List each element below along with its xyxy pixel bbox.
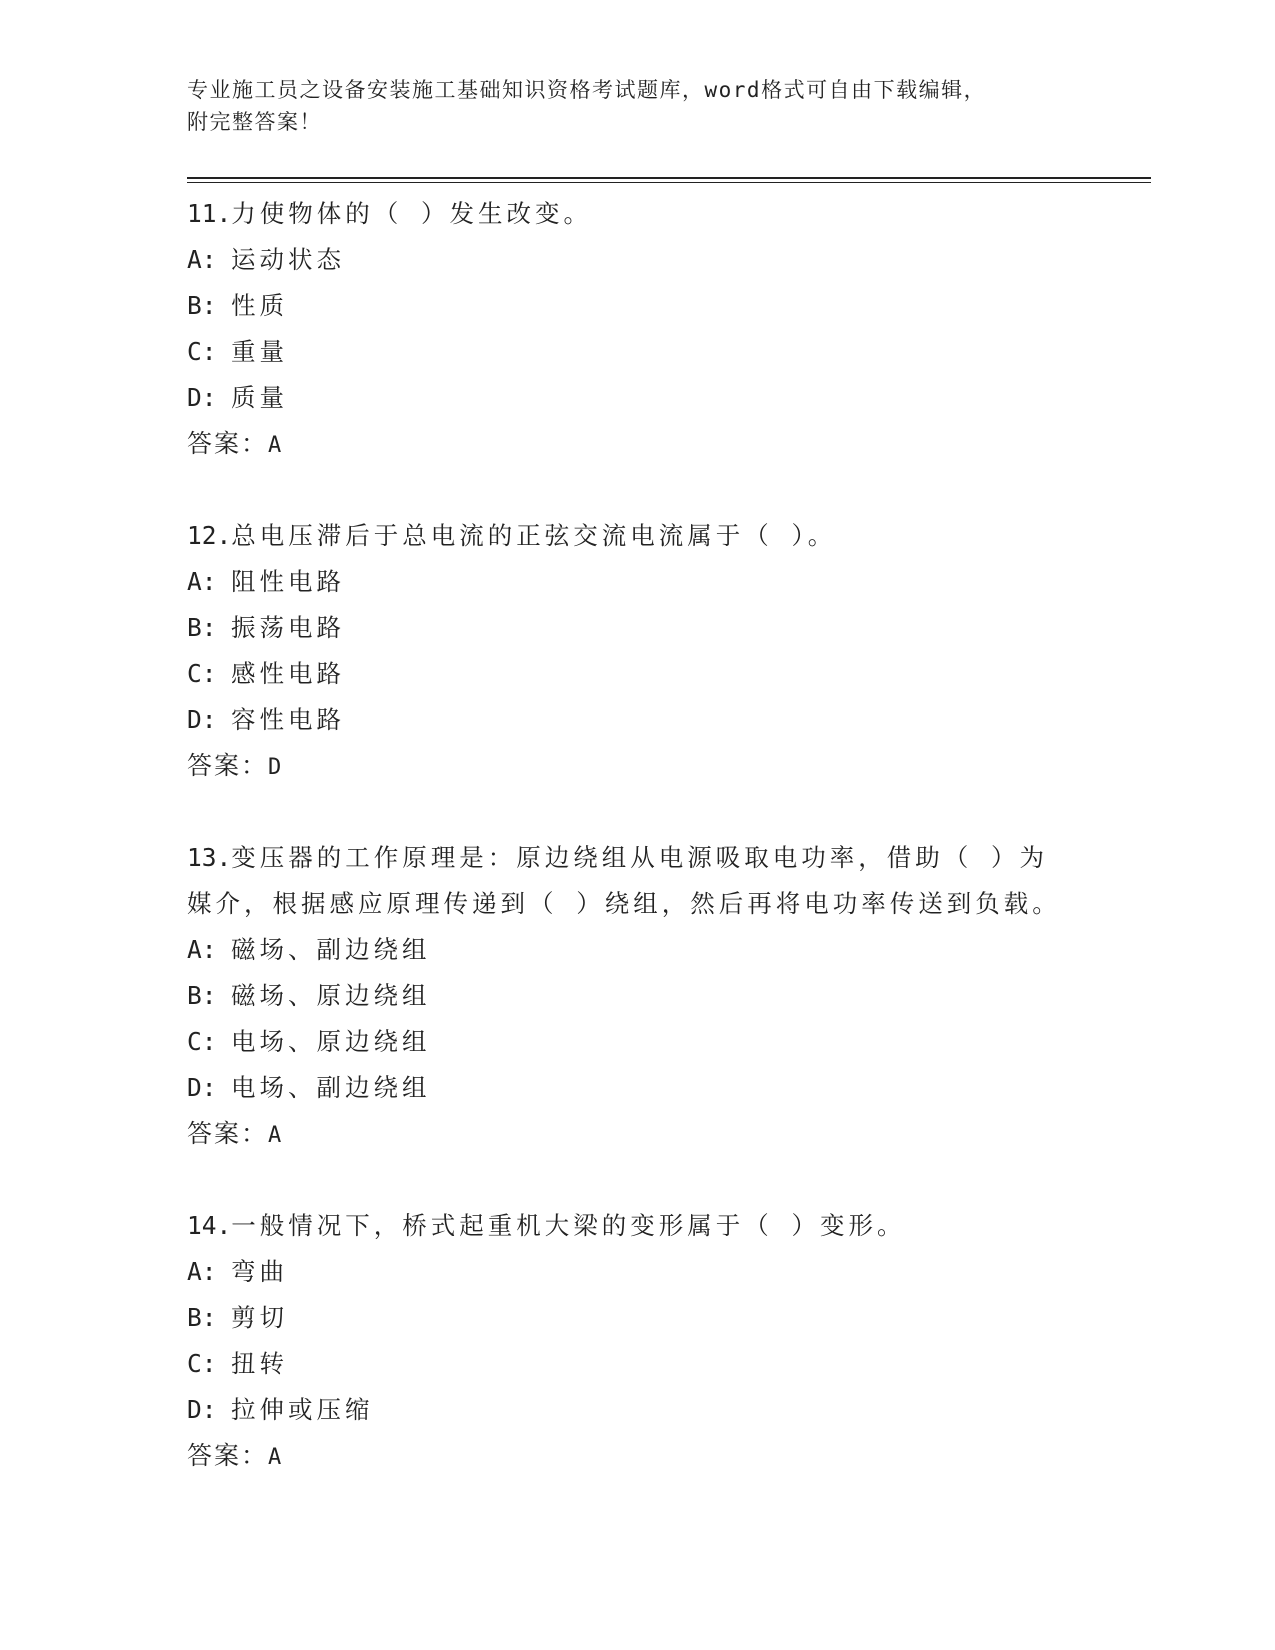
- question-text: 总电压滞后于总电流的正弦交流电流属于（ ）。: [231, 521, 837, 550]
- option-text: 振荡电路: [231, 613, 345, 642]
- answer-label: 答案：: [187, 1441, 269, 1470]
- answer-line: [187, 1111, 1087, 1157]
- option-text: 拉伸或压缩: [231, 1395, 374, 1424]
- option-letter: D:: [187, 705, 217, 734]
- option-text: 重量: [231, 337, 288, 366]
- header-divider-thin: [187, 182, 1151, 183]
- document-header: [187, 74, 1067, 138]
- option-letter: A:: [187, 935, 217, 964]
- option-letter: C:: [187, 1027, 217, 1056]
- option-letter: C:: [187, 337, 217, 366]
- option-d: [187, 1387, 1087, 1433]
- option-letter: A:: [187, 567, 217, 596]
- option-c: [187, 1019, 1087, 1065]
- option-text: 阻性电路: [231, 567, 345, 596]
- option-b: [187, 1295, 1087, 1341]
- option-d: [187, 375, 1087, 421]
- option-c: [187, 1341, 1087, 1387]
- answer-line: [187, 1433, 1087, 1479]
- option-letter: A:: [187, 1257, 217, 1286]
- option-letter: B:: [187, 291, 217, 320]
- question-stem: [187, 191, 1087, 237]
- option-text: 感性电路: [231, 659, 345, 688]
- question-stem-line-1: [187, 835, 1087, 881]
- header-line-2: 附完整答案！: [187, 110, 322, 134]
- question-stem: [187, 835, 1087, 927]
- option-text: 性质: [231, 291, 288, 320]
- option-letter: B:: [187, 1303, 217, 1332]
- option-b: [187, 283, 1087, 329]
- answer-label: 答案：: [187, 751, 269, 780]
- option-text: 剪切: [231, 1303, 288, 1332]
- question-stem-line-2: 媒介，根据感应原理传递到（ ）绕组，然后再将电功率传送到负载。: [187, 889, 1061, 918]
- option-text: 弯曲: [231, 1257, 288, 1286]
- answer-value: A: [268, 1445, 284, 1470]
- header-divider-thick: [187, 177, 1151, 179]
- answer-value: D: [268, 755, 284, 780]
- question-stem: [187, 513, 1087, 559]
- option-text: 质量: [231, 383, 288, 412]
- question-number: 13.: [187, 843, 232, 872]
- option-text: 磁场、副边绕组: [231, 935, 431, 964]
- option-letter: B:: [187, 981, 217, 1010]
- option-letter: D:: [187, 1395, 217, 1424]
- option-text: 电场、原边绕组: [231, 1027, 431, 1056]
- option-letter: B:: [187, 613, 217, 642]
- option-text: 运动状态: [231, 245, 345, 274]
- question-11: [187, 191, 1087, 467]
- answer-value: A: [268, 1123, 284, 1148]
- option-b: [187, 605, 1087, 651]
- option-a: [187, 559, 1087, 605]
- option-letter: C:: [187, 1349, 217, 1378]
- question-number: 14.: [187, 1211, 232, 1240]
- question-text: 力使物体的（ ）发生改变。: [231, 199, 593, 228]
- option-text: 容性电路: [231, 705, 345, 734]
- answer-label: 答案：: [187, 429, 269, 458]
- question-14: [187, 1203, 1087, 1479]
- answer-value: A: [268, 433, 284, 458]
- question-stem: [187, 1203, 1087, 1249]
- option-text: 电场、副边绕组: [231, 1073, 431, 1102]
- answer-label: 答案：: [187, 1119, 269, 1148]
- option-letter: D:: [187, 383, 217, 412]
- answer-line: [187, 743, 1087, 789]
- option-text: 磁场、原边绕组: [231, 981, 431, 1010]
- option-c: [187, 329, 1087, 375]
- question-text: 一般情况下，桥式起重机大梁的变形属于（ ）变形。: [231, 1211, 906, 1240]
- question-13: [187, 835, 1087, 1157]
- question-text: 变压器的工作原理是：原边绕组从电源吸取电功率，借助（ ）为: [231, 843, 1049, 872]
- question-number: 12.: [187, 521, 232, 550]
- option-c: [187, 651, 1087, 697]
- question-number: 11.: [187, 199, 232, 228]
- header-line-1: 专业施工员之设备安装施工基础知识资格考试题库，word格式可自由下载编辑，: [187, 78, 987, 102]
- option-a: [187, 927, 1087, 973]
- option-letter: A:: [187, 245, 217, 274]
- option-d: [187, 1065, 1087, 1111]
- question-list: [187, 191, 1087, 1479]
- option-letter: C:: [187, 659, 217, 688]
- option-a: [187, 237, 1087, 283]
- answer-line: [187, 421, 1087, 467]
- option-b: [187, 973, 1087, 1019]
- option-a: [187, 1249, 1087, 1295]
- option-d: [187, 697, 1087, 743]
- option-letter: D:: [187, 1073, 217, 1102]
- question-12: [187, 513, 1087, 789]
- option-text: 扭转: [231, 1349, 288, 1378]
